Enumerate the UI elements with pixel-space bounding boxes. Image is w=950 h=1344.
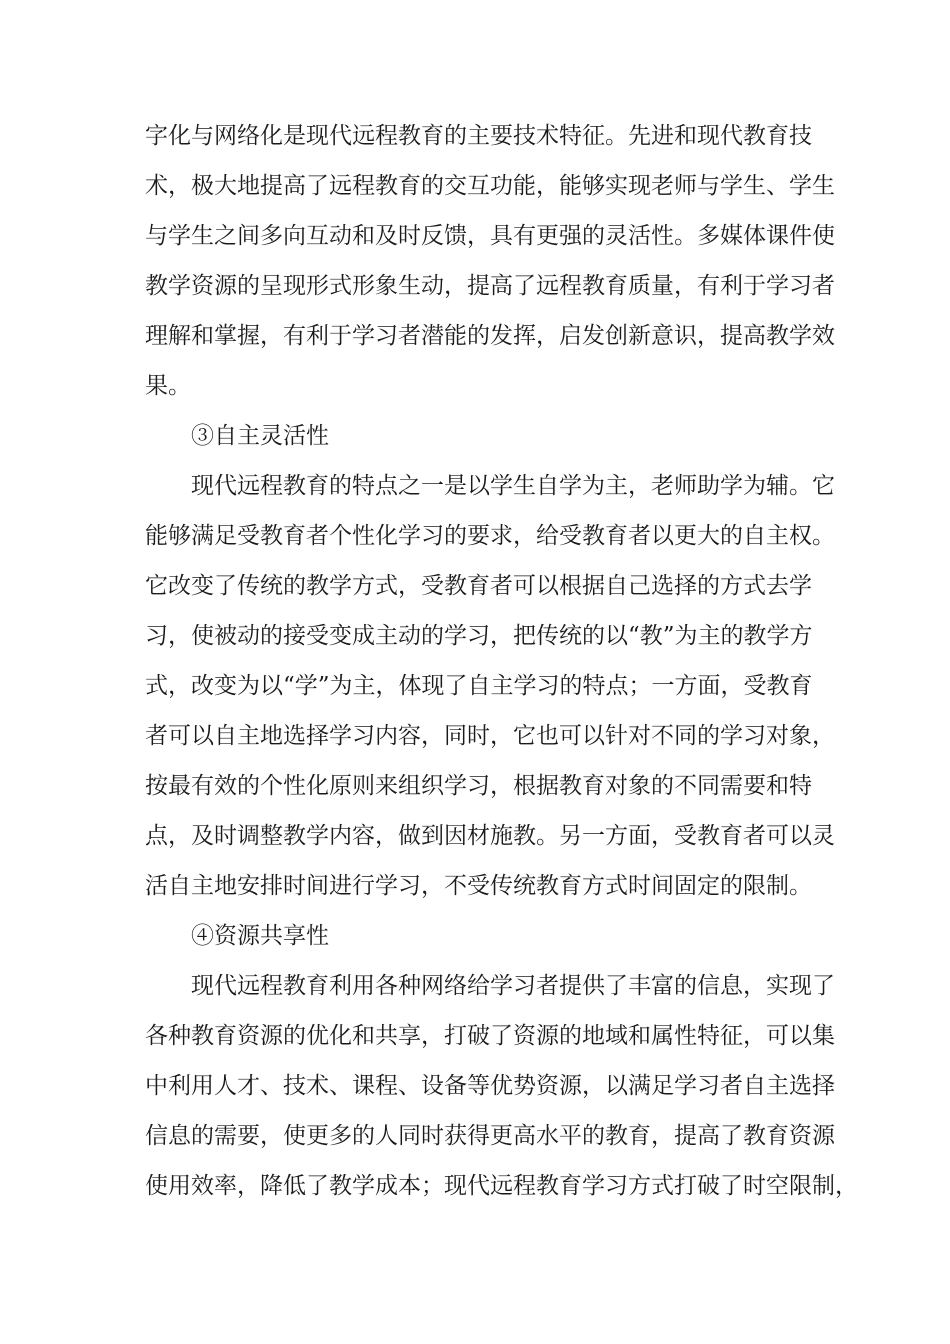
- paragraph-1-line-5: 理解和掌握，有利于学习者潜能的发挥，启发创新意识，提高教学效: [145, 323, 835, 349]
- paragraph-2-line-6: 者可以自主地选择学习内容，同时，它也可以针对不同的学习对象，: [145, 723, 835, 749]
- paragraph-3-line-5: 使用效率，降低了教学成本；现代远程教育学习方式打破了时空限制，: [145, 1173, 858, 1199]
- paragraph-2-line-8: 点，及时调整教学内容，做到因材施教。另一方面，受教育者可以灵: [145, 823, 835, 849]
- paragraph-3-line-1: 现代远程教育利用各种网络给学习者提供了丰富的信息，实现了: [191, 973, 835, 999]
- paragraph-2-line-7: 按最有效的个性化原则来组织学习，根据教育对象的不同需要和特: [145, 773, 812, 799]
- paragraph-3-line-4: 信息的需要，使更多的人同时获得更高水平的教育，提高了教育资源: [145, 1123, 835, 1149]
- paragraph-1-line-2: 术，极大地提高了远程教育的交互功能，能够实现老师与学生、学生: [145, 173, 835, 199]
- paragraph-2-line-2: 能够满足受教育者个性化学习的要求，给受教育者以更大的自主权。: [145, 523, 835, 549]
- paragraph-2-line-4: 习，使被动的接受变成主动的学习，把传统的以“教”为主的教学方: [145, 623, 813, 649]
- paragraph-2-line-3: 它改变了传统的教学方式，受教育者可以根据自己选择的方式去学: [145, 573, 812, 599]
- paragraph-3-line-3: 中利用人才、技术、课程、设备等优势资源，以满足学习者自主选择: [145, 1073, 835, 1099]
- paragraph-1-line-6: 果。: [145, 373, 191, 399]
- paragraph-2-line-5: 式，改变为以“学”为主，体现了自主学习的特点；一方面，受教育: [145, 673, 813, 699]
- paragraph-1-line-4: 教学资源的呈现形式形象生动，提高了远程教育质量，有利于学习者: [145, 273, 835, 299]
- section-heading-4: ④资源共享性: [191, 923, 329, 949]
- paragraph-1-line-1: 字化与网络化是现代远程教育的主要技术特征。先进和现代教育技: [145, 123, 812, 149]
- paragraph-1-line-3: 与学生之间多向互动和及时反馈，具有更强的灵活性。多媒体课件使: [145, 223, 835, 249]
- section-heading-3: ③自主灵活性: [191, 423, 329, 449]
- paragraph-3-line-2: 各种教育资源的优化和共享，打破了资源的地域和属性特征，可以集: [145, 1023, 835, 1049]
- paragraph-2-line-9: 活自主地安排时间进行学习，不受传统教育方式时间固定的限制。: [145, 873, 812, 899]
- paragraph-2-line-1: 现代远程教育的特点之一是以学生自学为主，老师助学为辅。它: [191, 473, 835, 499]
